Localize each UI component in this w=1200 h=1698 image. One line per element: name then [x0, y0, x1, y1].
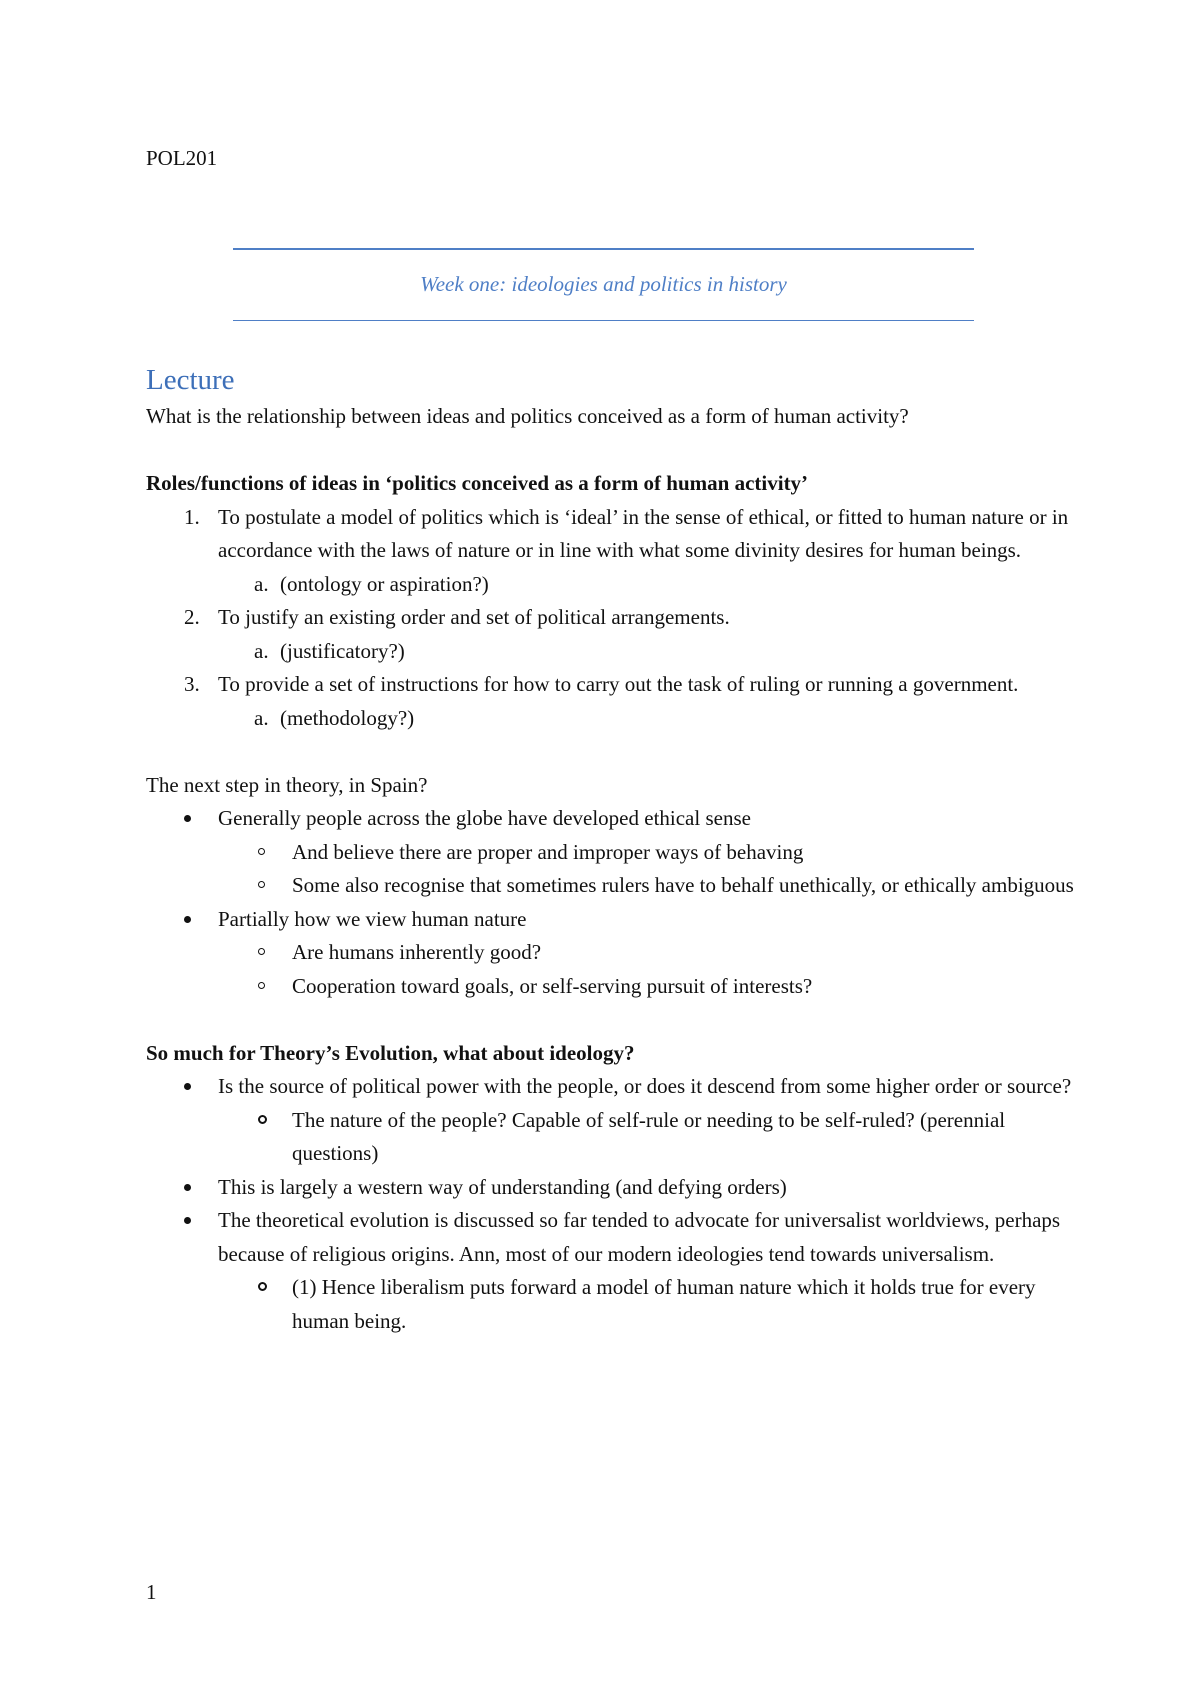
- next-step-list: [146, 802, 1076, 1003]
- list-letter: a.: [254, 571, 269, 596]
- list-letter: a.: [254, 705, 269, 730]
- bullet-dot-icon: [184, 916, 191, 923]
- bullet-circle-icon: [258, 848, 265, 855]
- bullet-item-text: Generally people across the globe have developed ethical sense: [218, 806, 751, 830]
- bullet-item-text: Partially how we view human nature: [218, 906, 527, 931]
- list-number: 1.: [184, 504, 200, 529]
- bullet-item-text: This is largely a western way of understanding (and defying orders): [218, 1174, 787, 1199]
- sub-bullet-item: [218, 970, 1076, 1004]
- list-item: [146, 501, 1076, 602]
- sub-bullet-item: [218, 869, 1076, 903]
- sub-list-item: [218, 635, 1076, 669]
- sub-list-item: [218, 702, 1076, 736]
- sub-bullet-item-text: (1) Hence liberalism puts forward a model of human nature which it holds true for every human being.: [292, 1275, 1036, 1333]
- list-number: 3.: [184, 672, 200, 696]
- sub-bullet-item: [218, 936, 1076, 970]
- bullet-item: [146, 1070, 1076, 1171]
- bullet-dot-icon: [184, 1217, 191, 1224]
- bullet-item: [146, 802, 1076, 903]
- sub-list-item-text: (justificatory?): [280, 638, 405, 663]
- bullet-item: [146, 1171, 1076, 1205]
- bullet-item: [146, 903, 1076, 1004]
- title-rule-top: [233, 248, 974, 250]
- sub-bullet-item-text: Cooperation toward goals, or self-serving pursuit of interests?: [292, 973, 813, 998]
- sub-bullet-item-text: The nature of the people? Capable of self-rule or needing to be self-ruled? (perennial questions): [292, 1107, 1006, 1165]
- bullet-dot-icon: [184, 815, 191, 822]
- bullet-circle-icon: [258, 1282, 267, 1291]
- page-number: 1: [146, 1580, 157, 1604]
- next-step-heading: The next step in theory, in Spain?: [146, 772, 428, 797]
- sub-list-item: [218, 568, 1076, 602]
- bullet-circle-icon: [258, 1115, 267, 1124]
- roles-heading: Roles/functions of ideas in ‘politics conceived as a form of human activity’: [146, 471, 809, 495]
- bullet-item: [146, 1204, 1076, 1338]
- lecture-heading: Lecture: [146, 364, 235, 396]
- sub-bullet-item-text: And believe there are proper and improper ways of behaving: [292, 839, 804, 864]
- sub-list-item-text: (methodology?): [280, 705, 415, 730]
- list-item-text: To justify an existing order and set of political arrangements.: [218, 605, 730, 629]
- sub-bullet-item: [218, 1271, 1076, 1338]
- list-letter: a.: [254, 638, 269, 663]
- list-item: [146, 668, 1076, 735]
- list-item-text: To provide a set of instructions for how to carry out the task of ruling or running a government.: [218, 672, 1019, 696]
- bullet-item-text: Is the source of political power with the people, or does it descend from some higher order or source?: [218, 1074, 1072, 1098]
- sub-bullet-item: [218, 836, 1076, 870]
- lecture-question: What is the relationship between ideas and politics conceived as a form of human activity?: [146, 404, 909, 428]
- list-number: 2.: [184, 605, 200, 629]
- sub-bullet-item-text: Some also recognise that sometimes rulers have to behalf unethically, or ethically ambiguous: [292, 873, 1074, 897]
- week-title: Week one: ideologies and politics in history: [420, 272, 787, 296]
- list-item: [146, 601, 1076, 668]
- roles-list: [146, 501, 1076, 736]
- title-rule-bottom: [233, 320, 974, 321]
- bullet-circle-icon: [258, 948, 265, 955]
- course-code: POL201: [146, 146, 218, 170]
- ideology-heading: So much for Theory’s Evolution, what about ideology?: [146, 1040, 635, 1065]
- bullet-dot-icon: [184, 1184, 191, 1191]
- list-item-text: To postulate a model of politics which is ‘ideal’ in the sense of ethical, or fitted to human nature or in accordance with the laws of nature or in line with what some divinity desires for human beings.: [218, 504, 1069, 562]
- sub-bullet-item-text: Are humans inherently good?: [292, 940, 542, 964]
- bullet-item-text: The theoretical evolution is discussed so far tended to advocate for universalist worldviews, perhaps because of religious origins. Ann, most of our modern ideologies tend towards universalism.: [218, 1208, 1061, 1266]
- bullet-circle-icon: [258, 881, 265, 888]
- document-body: [146, 360, 1076, 1338]
- ideology-list: [146, 1070, 1076, 1338]
- bullet-circle-icon: [258, 982, 265, 989]
- bullet-dot-icon: [184, 1083, 191, 1090]
- sub-bullet-item: [218, 1104, 1076, 1171]
- sub-list-item-text: (ontology or aspiration?): [280, 571, 489, 596]
